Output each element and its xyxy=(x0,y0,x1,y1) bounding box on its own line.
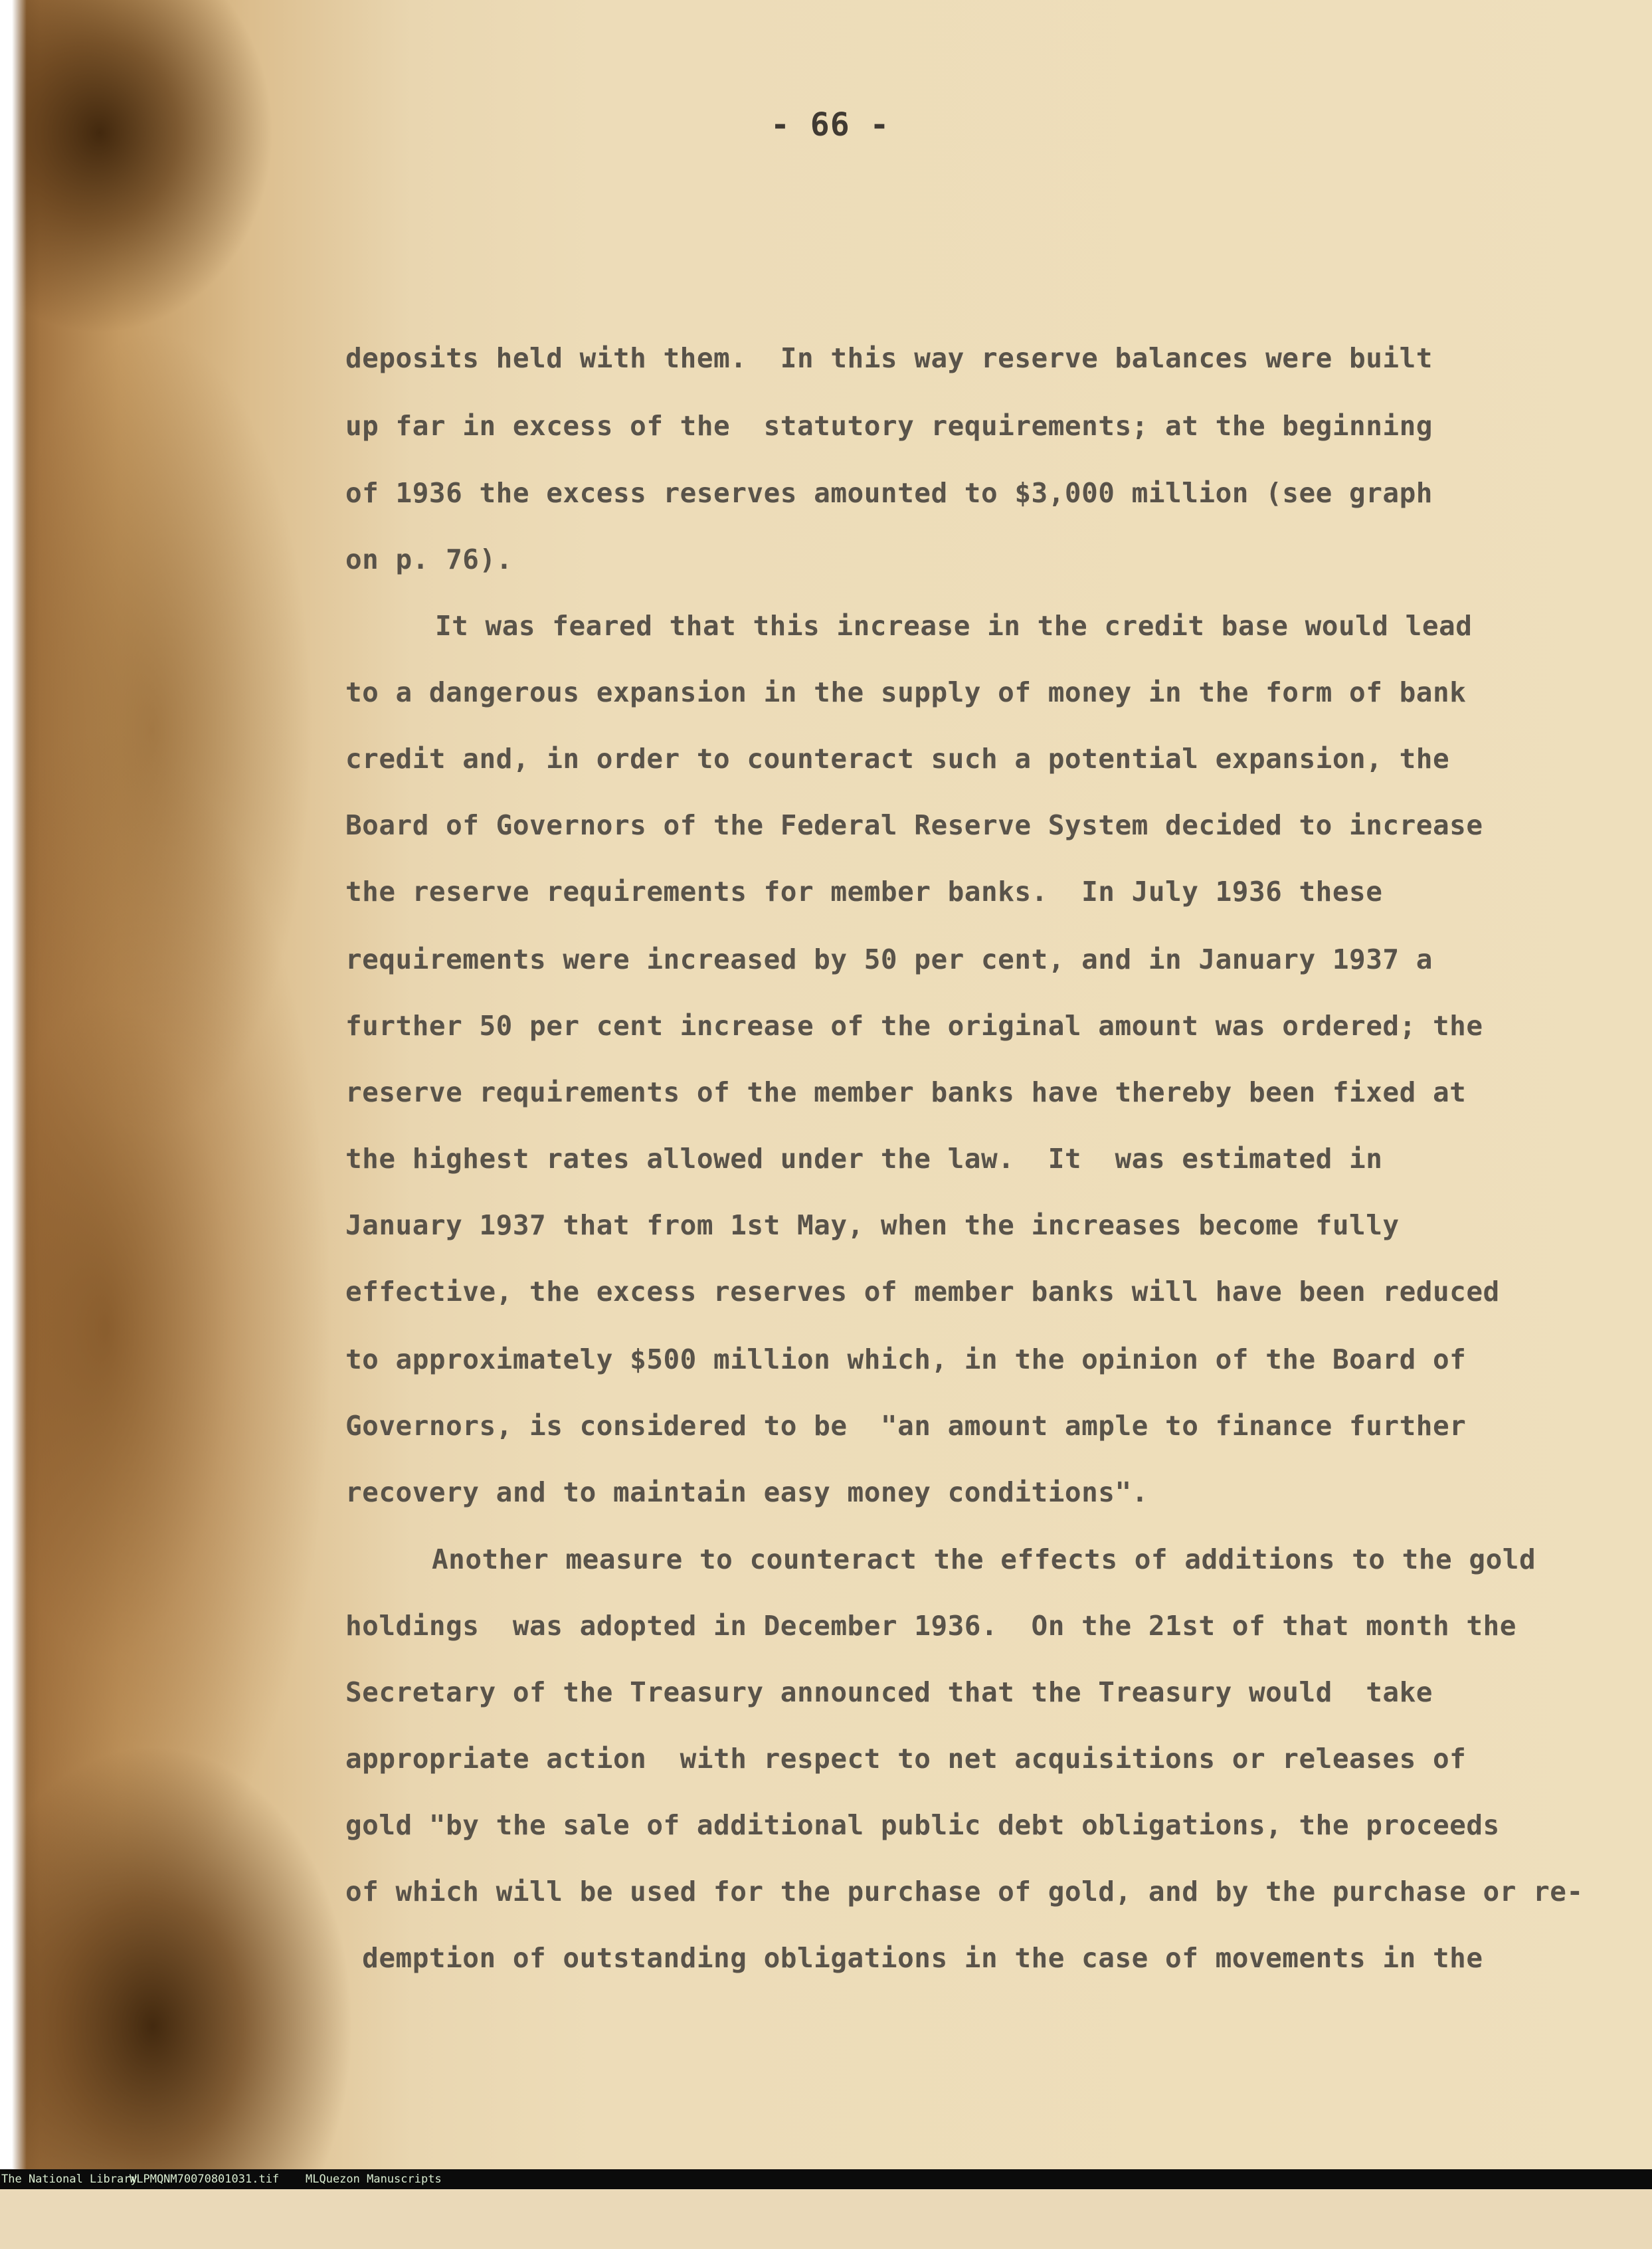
text-line: appropriate action with respect to net acquisitions or releases of xyxy=(345,1743,1467,1775)
text-line: gold "by the sale of additional public debt obligations, the proceeds xyxy=(345,1809,1500,1841)
text-line: reserve requirements of the member banks have thereby been fixed at xyxy=(345,1076,1467,1108)
text-line: Governors, is considered to be "an amount ample to finance further xyxy=(345,1410,1467,1442)
text-line: of 1936 the excess reserves amounted to $3,000 million (see graph xyxy=(345,477,1433,509)
page-number: - 66 - xyxy=(771,106,890,144)
text-line: to a dangerous expansion in the supply of money in the form of bank xyxy=(345,676,1467,708)
text-line: up far in excess of the statutory requirements; at the beginning xyxy=(345,410,1433,442)
scan-footer-bar xyxy=(0,2169,1652,2189)
text-line: the reserve requirements for member banks. In July 1936 these xyxy=(345,876,1383,908)
text-line: Board of Governors of the Federal Reserve System decided to increase xyxy=(345,809,1483,841)
text-line: the highest rates allowed under the law. It was estimated in xyxy=(345,1143,1383,1175)
footer-file: WLPMQNM70070801031.tif xyxy=(130,2173,280,2186)
text-line: further 50 per cent increase of the original amount was ordered; the xyxy=(345,1010,1483,1042)
footer-collection: MLQuezon Manuscripts xyxy=(306,2173,442,2186)
text-line: holdings was adopted in December 1936. On the 21st of that month the xyxy=(345,1610,1516,1642)
text-line: of which will be used for the purchase of gold, and by the purchase or re- xyxy=(345,1876,1584,1907)
footer-library: The National Library xyxy=(1,2173,138,2186)
text-line: demption of outstanding obligations in the case of movements in the xyxy=(345,1942,1483,1974)
text-line: Another measure to counteract the effects of additions to the gold xyxy=(432,1543,1536,1575)
text-line: to approximately $500 million which, in the opinion of the Board of xyxy=(345,1343,1467,1375)
text-line: deposits held with them. In this way reserve balances were built xyxy=(345,342,1433,374)
text-line: It was feared that this increase in the credit base would lead xyxy=(435,610,1473,642)
text-line: on p. 76). xyxy=(345,543,513,575)
text-line: January 1937 that from 1st May, when the increases become fully xyxy=(345,1209,1400,1241)
text-line: Secretary of the Treasury announced that the Treasury would take xyxy=(345,1676,1433,1708)
text-line: credit and, in order to counteract such a potential expansion, the xyxy=(345,743,1450,775)
text-line: requirements were increased by 50 per cent, and in January 1937 a xyxy=(345,943,1433,975)
text-line: effective, the excess reserves of member banks will have been reduced xyxy=(345,1276,1500,1308)
text-line: recovery and to maintain easy money conditions". xyxy=(345,1476,1148,1508)
